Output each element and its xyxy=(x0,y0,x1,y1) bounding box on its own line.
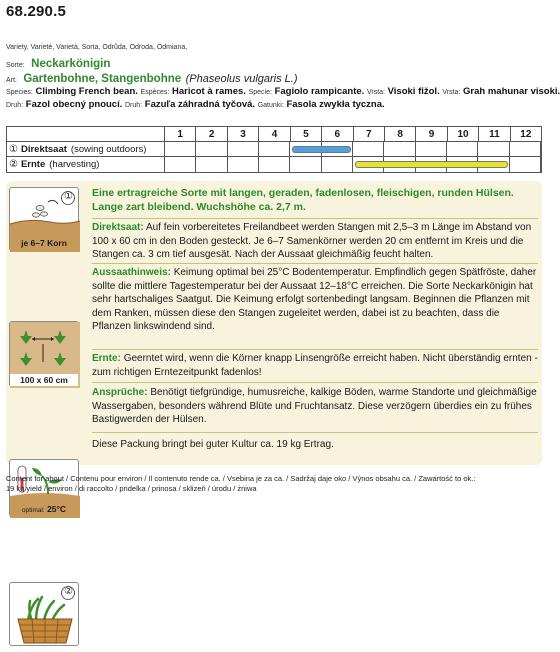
sowing-cell xyxy=(510,142,541,156)
harvest-row-label xyxy=(7,157,165,172)
latin-name: (Phaseolus vulgaris L.) xyxy=(185,73,298,85)
species-it: Fagiolo rampicante. xyxy=(274,86,365,97)
spacing-caption: 100 x 60 cm xyxy=(10,374,78,386)
divider xyxy=(92,263,538,264)
species-sl: Visoki fižol. xyxy=(387,86,440,97)
harvest-number: ② xyxy=(9,159,18,170)
sowing-cell xyxy=(196,142,227,156)
germination-caption-value: 25°C xyxy=(47,504,67,514)
calendar-row-sowing xyxy=(7,142,541,157)
month-5: 5 xyxy=(291,127,322,141)
species-translations-2 xyxy=(6,99,385,110)
harvest-cell xyxy=(196,157,227,172)
month-7: 7 xyxy=(354,127,385,141)
harvest-cell xyxy=(228,157,259,172)
month-8: 8 xyxy=(385,127,416,141)
sowing-translation: (sowing outdoors) xyxy=(70,143,147,155)
anspruch-heading: Ansprüche: xyxy=(92,387,148,398)
divider xyxy=(92,432,538,433)
yield-note: Diese Packung bringt bei guter Kultur ca. 19 kg Ertrag. xyxy=(92,439,334,450)
variety-description: Eine ertragreiche Sorte mit langen, geraden, fadenlosen, fleischigen, runden Hülsen. Lange zart bleibend. Wuchshöhe ca. 2,7 m. xyxy=(92,187,514,213)
direktsaat-heading: Direktsaat: xyxy=(92,222,144,233)
sowing-period-bar xyxy=(292,146,351,153)
sorte-label: Sorte: xyxy=(6,62,25,69)
ernte-heading: Ernte: xyxy=(92,353,121,364)
month-12: 12 xyxy=(520,128,532,140)
footer-line-1: Content for about / Contenu pour environ / Il contenuto rende ca. / Vsebina je za ca. / Sadržaj daje oko / Výnos obsahu ca. / Zawartość to ok.: xyxy=(6,474,476,483)
harvest-cell xyxy=(510,157,541,172)
anspruch-text: Benötigt tiefgründige, humusreiche, kalkige Böden, warme Standorte und gleichmäßige Wassergaben, besonders während Blüte und Fruchtansatz. Diese verzögern überdies ein zu frühes Bastigwerden der Hülsen. xyxy=(92,387,537,425)
species-fr: Haricot à rames. xyxy=(171,86,246,97)
harvest-cell xyxy=(165,157,196,172)
direktsaat-section xyxy=(92,221,538,262)
month-6: 6 xyxy=(322,127,353,141)
harvest-cell xyxy=(259,157,290,172)
species-name-line xyxy=(6,69,298,87)
harvest-icon-box xyxy=(9,582,79,646)
month-3: 3 xyxy=(228,127,259,141)
germination-caption xyxy=(10,504,78,514)
sowing-cell xyxy=(353,142,384,156)
cultivation-calendar xyxy=(6,126,542,173)
sowing-cell xyxy=(478,142,509,156)
species-pl: Fasola zwykła tyczna. xyxy=(286,99,385,110)
month-11: 11 xyxy=(479,127,510,141)
divider xyxy=(92,382,538,383)
calendar-months xyxy=(165,127,541,141)
calendar-corner xyxy=(7,127,165,141)
variety-name: Neckarkönigin xyxy=(31,58,111,70)
art-label: Art: xyxy=(6,77,17,84)
aussaat-heading: Aussaathinweis: xyxy=(92,267,171,278)
species-sl-label: Vrsta: xyxy=(366,89,385,96)
species-it-label: Specie: xyxy=(248,89,272,96)
sowing-row-label xyxy=(7,142,165,156)
species-cs-label: Druh: xyxy=(6,102,24,109)
species-pl-label: Gatunki: xyxy=(257,102,284,109)
species-en: Climbing French bean. xyxy=(35,86,138,97)
sowing-badge: ① xyxy=(64,191,73,202)
content-footer xyxy=(6,474,475,494)
harvest-months xyxy=(165,157,541,172)
month-4: 4 xyxy=(259,127,290,141)
sowing-cell xyxy=(165,142,196,156)
species-translations-1 xyxy=(6,86,560,97)
species-fr-label: Espèces: xyxy=(140,89,170,96)
sowing-cell xyxy=(416,142,447,156)
spacing-icon-box xyxy=(9,321,79,387)
month-2: 2 xyxy=(196,127,227,141)
species-hr-label: Vrsta: xyxy=(442,89,461,96)
month-9: 9 xyxy=(416,127,447,141)
variety-translations: Variety, Varieté, Varietà, Sorta, Odrůda, Odroda, Odmiana, xyxy=(6,44,188,51)
product-code: 68.290.5 xyxy=(6,3,66,20)
sowing-months xyxy=(165,142,541,156)
footer-line-2: 19 kg yield / environ / di raccolto / pridelka / prinosa / sklizeň / úrodu / żniwa xyxy=(6,484,257,493)
species-hr: Grah mahunar visoki. xyxy=(463,86,560,97)
sowing-caption: je 6–7 Korn xyxy=(21,238,67,248)
sowing-cell xyxy=(447,142,478,156)
ernte-text: Geerntet wird, wenn die Körner knapp Linsengröße erreicht haben. Nicht überständig ernten - zum richtigen Erntezeitpunkt fadenlos! xyxy=(92,353,538,378)
species-sk: Fazuľa záhradná tyčová. xyxy=(144,99,256,110)
sowing-cell xyxy=(259,142,290,156)
divider xyxy=(92,349,538,350)
sowing-number: ① xyxy=(9,143,18,155)
calendar-row-harvest xyxy=(7,157,541,172)
harvest-badge: ② xyxy=(64,586,73,597)
sowing-cell xyxy=(384,142,415,156)
sowing-cell xyxy=(228,142,259,156)
sowing-label: Direktsaat xyxy=(20,143,67,155)
month-10: 10 xyxy=(448,127,479,141)
germination-caption-label: optimal: xyxy=(21,507,45,514)
anspruch-section xyxy=(92,386,538,427)
harvest-period-bar xyxy=(355,161,508,168)
harvest-cell xyxy=(322,157,353,172)
sowing-icon-box xyxy=(9,187,79,251)
calendar-header-row xyxy=(7,127,541,142)
divider xyxy=(92,218,538,219)
species-name: Gartenbohne, Stangenbohne xyxy=(23,73,182,85)
month-1: 1 xyxy=(165,127,196,141)
harvest-label: Ernte xyxy=(20,159,46,170)
direktsaat-text: Auf fein vorbereitetes Freilandbeet werden Stangen mit 2,5–3 m Länge im Abstand von 100 x 60 cm in den Boden gesteckt. Je 6–7 Samenkörner werden 20 cm entfernt im Kreis und die Stangen ca. 3 cm tief ausgesät. Nach der Aussaat gleichmäßig feucht halten. xyxy=(92,222,532,260)
species-cs: Fazol obecný pnoucí. xyxy=(25,99,123,110)
harvest-translation: (harvesting) xyxy=(49,159,100,170)
aussaat-text: Keimung optimal bei 25°C Bodentemperatur. Empfindlich gegen Spätfröste, daher sollte die mittlere Tagestemperatur bei der Aussaat 12–18°C erreichen. Die Sorte Neckarkönigin hat sehr hartschaliges Saatgut. Die Keimung erfolgt sortenbedingt langsam. Beginnen die Pflanzen mit dem Ranken, müssen diese den Stangen zugeleitet werden, dabei ist zu beachten, dass die Pflanzen linkswindend sind. xyxy=(92,267,537,332)
aussaat-section xyxy=(92,266,538,334)
harvest-cell xyxy=(290,157,321,172)
species-en-label: Species: xyxy=(6,89,33,96)
species-sk-label: Druh: xyxy=(125,102,143,109)
ernte-section xyxy=(92,352,538,379)
